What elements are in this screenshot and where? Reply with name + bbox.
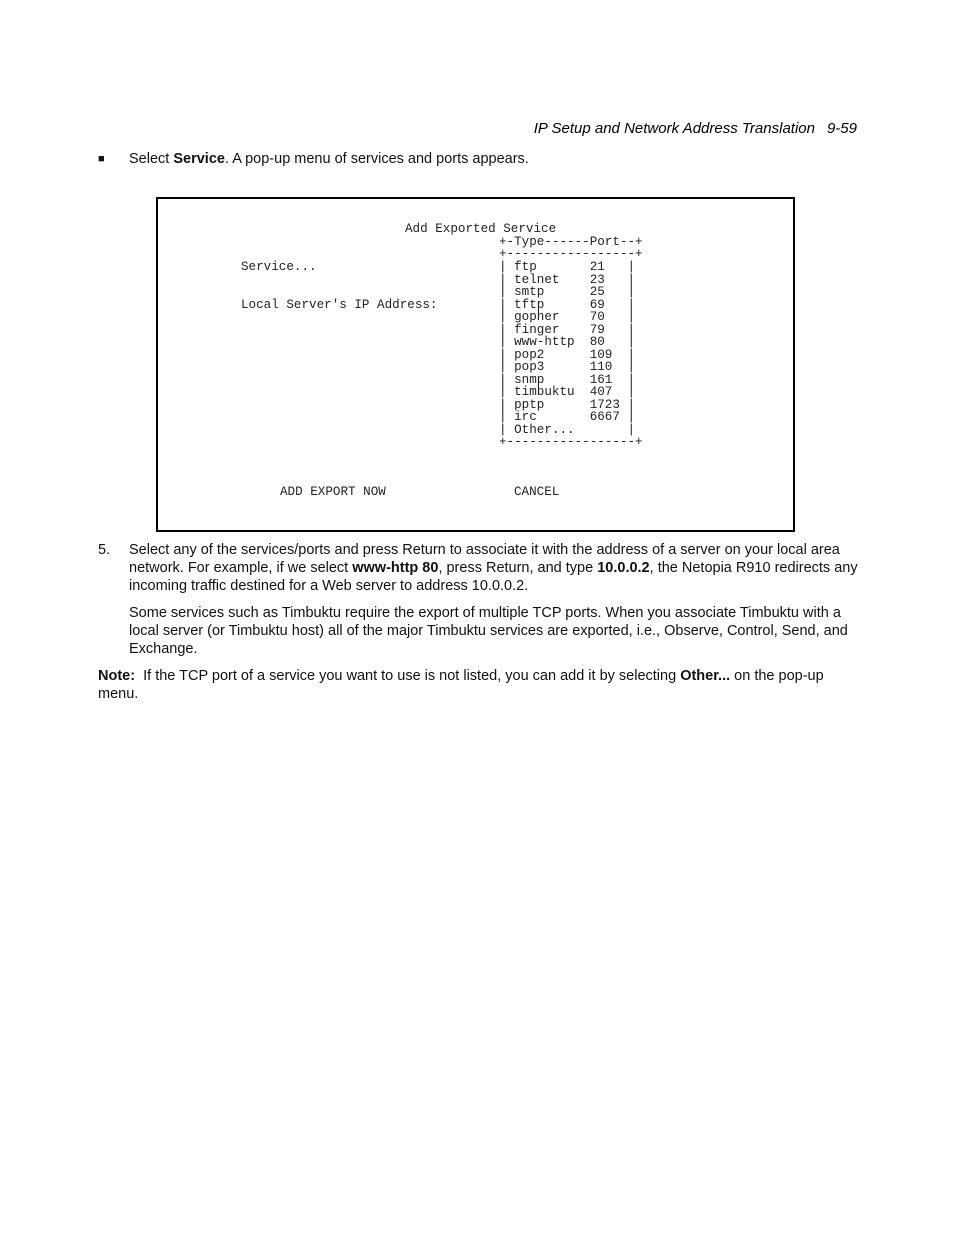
add-export-now-button[interactable]: ADD EXPORT NOW	[280, 485, 386, 499]
popup-border: |	[627, 372, 636, 387]
service-port: 161	[589, 372, 613, 387]
screen-title: Add Exported Service	[405, 222, 557, 236]
service-type: Other...	[514, 422, 575, 437]
service-port: 407	[589, 385, 613, 399]
popup-header: +-Type------Port--+	[499, 235, 643, 249]
terminal-screen	[156, 197, 795, 532]
popup-border: |	[499, 360, 515, 374]
www-http-term: www-http 80	[352, 560, 439, 576]
cancel-button[interactable]: CANCEL	[514, 485, 560, 499]
step-number: 5.	[98, 542, 111, 558]
service-port: 70	[589, 310, 605, 324]
popup-border: |	[627, 272, 636, 287]
service-type: finger	[514, 322, 560, 337]
service-port: 109	[589, 347, 613, 362]
popup-menu-item[interactable]	[499, 411, 635, 424]
popup-border: |	[627, 335, 636, 349]
service-port: 21	[589, 260, 605, 274]
service-type: smtp	[514, 285, 545, 299]
running-head-title: IP Setup and Network Address Translation	[533, 120, 815, 137]
service-type: pptp	[514, 397, 545, 412]
popup-menu-item[interactable]	[499, 386, 635, 399]
service-type: pop2	[514, 347, 545, 362]
local-server-ip-field[interactable]: Local Server's IP Address:	[241, 298, 438, 312]
service-port: 79	[589, 322, 605, 337]
step-5-text: Select any of the services/ports and press Return to associate it with the address of a server on your local area network. For example, if we select www-http 80, press Return, and type 10.0.0.2, the Netopia R910 redirects any incoming traffic destined for a Web server to address 10.0.0.2.	[129, 542, 858, 594]
service-port: 69	[589, 297, 605, 312]
other-term: Other...	[680, 668, 731, 684]
service-type: ftp	[514, 260, 537, 274]
bullet-text: Select Service. A pop-up menu of services and ports appears.	[129, 151, 529, 167]
note-label: Note:	[98, 668, 136, 684]
note-paragraph: Note: If the TCP port of a service you want to use is not listed, you can add it by selecting Other... on the pop-up menu.	[98, 668, 824, 702]
service-field[interactable]: Service...	[241, 260, 317, 274]
service-type: timbuktu	[514, 385, 575, 399]
popup-border: |	[627, 422, 636, 437]
page-number: 9-59	[826, 120, 857, 137]
ip-address-term: 10.0.0.2	[597, 560, 650, 576]
popup-border: |	[499, 422, 515, 437]
popup-border: |	[627, 410, 636, 424]
bullet-mark: ■	[98, 153, 105, 165]
service-term: Service	[173, 151, 225, 167]
popup-bottom-rule: +-----------------+	[499, 435, 643, 449]
popup-border: |	[499, 372, 515, 387]
popup-border: |	[499, 335, 515, 349]
popup-border: |	[627, 310, 636, 324]
popup-border: |	[627, 285, 636, 299]
popup-border: |	[499, 297, 515, 312]
service-type: www-http	[514, 335, 575, 349]
service-port: 25	[589, 285, 605, 299]
popup-border: |	[627, 322, 636, 337]
service-port: 110	[589, 360, 613, 374]
popup-border: |	[499, 410, 515, 424]
running-head	[534, 120, 857, 137]
popup-menu-item[interactable]	[499, 286, 635, 299]
popup-border: |	[499, 347, 515, 362]
popup-border: |	[627, 260, 636, 274]
popup-border: |	[499, 285, 515, 299]
service-port: 6667	[589, 410, 620, 424]
popup-border: |	[627, 360, 636, 374]
popup-menu-item[interactable]	[499, 311, 635, 324]
service-port: 1723	[589, 397, 620, 412]
popup-border: |	[627, 397, 636, 412]
service-type: telnet	[514, 272, 560, 287]
popup-border: |	[499, 322, 515, 337]
popup-border: |	[499, 397, 515, 412]
popup-menu-item[interactable]	[499, 361, 635, 374]
service-type: gopher	[514, 310, 560, 324]
popup-menu-item[interactable]	[499, 336, 635, 349]
timbuktu-paragraph: Some services such as Timbuktu require the export of multiple TCP ports. When you associate Timbuktu with a local server (or Timbuktu host) all of the major Timbuktu services are exported, i.e., Observe, Control, Send, and Exchange.	[129, 605, 848, 657]
popup-border: |	[627, 347, 636, 362]
service-port: 80	[589, 335, 605, 349]
popup-border: |	[499, 260, 515, 274]
service-type: tftp	[514, 297, 545, 312]
service-type: irc	[514, 410, 537, 424]
popup-border: |	[499, 385, 515, 399]
service-type: pop3	[514, 360, 545, 374]
popup-menu-item[interactable]	[499, 261, 635, 274]
service-port: 23	[589, 272, 605, 287]
popup-top-rule: +-----------------+	[499, 247, 643, 261]
popup-border: |	[499, 310, 515, 324]
service-type: snmp	[514, 372, 545, 387]
popup-border: |	[627, 297, 636, 312]
popup-border: |	[499, 272, 515, 287]
popup-border: |	[627, 385, 636, 399]
